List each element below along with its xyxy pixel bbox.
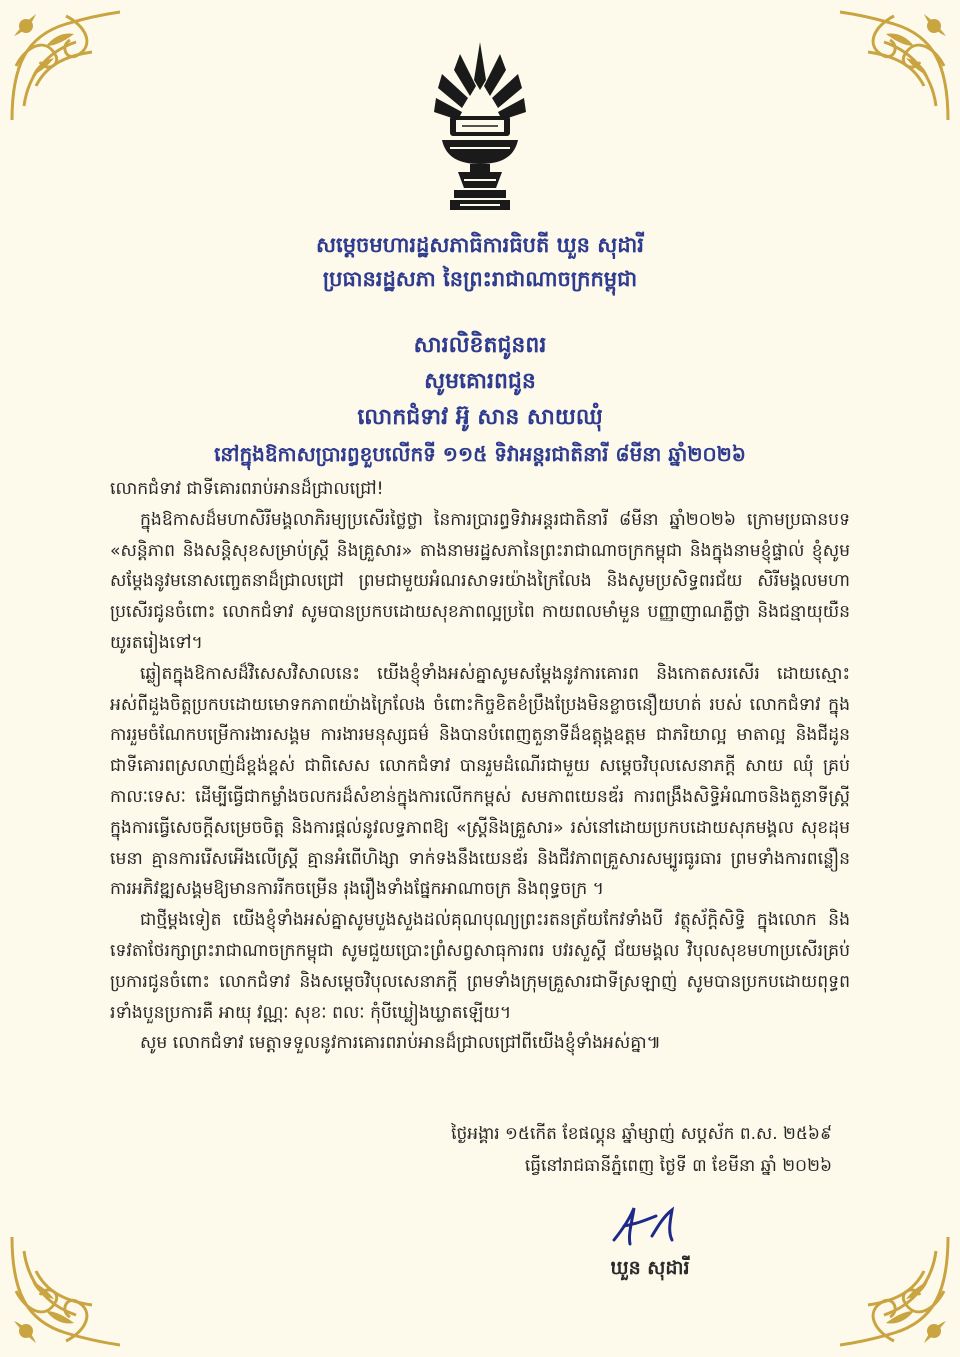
issuer-header [160, 228, 800, 296]
date-block [300, 1118, 860, 1182]
issuer-position: ប្រធានរដ្ឋសភា នៃព្រះរាជាណាចក្រកម្ពុជា [322, 267, 638, 291]
paragraph-4: សូម លោកជំទាវ មេត្តាទទួលនូវការគោរពរាប់អានដ៏ជ្រាលជ្រៅពីយើងខ្ញុំទាំងអស់គ្នា៕ [140, 1033, 661, 1054]
corner-ornament-top-left [6, 6, 126, 126]
lunar-date: ថ្ងៃអង្គារ ១៥កើត ខែផល្គុន ឆ្នាំម្សាញ់ សប្តស័ក ព.ស. ២៥៦៩ [451, 1124, 832, 1144]
paragraph-1: ក្នុងឱកាសដ៏មហាសិរីមង្គលាភិរម្យប្រសើរថ្លៃថ្លា នៃការប្រារព្ធទិវាអន្តរជាតិនារី ៨មីនា ឆ្នាំ២០២៦ ក្រោមប្រធានបទ «សន្តិភាព និងសន្តិសុខសម្រាប់ស្ត្រី និងគ្រួសារ» តាងនាមរដ្ឋសភានៃព្រះរាជាណាចក្រកម្ពុជា និងក្នុងនាមខ្ញុំផ្ទាល់ ខ្ញុំសូមសម្តែងនូវមនោសញ្ចេតនាដ៏ជ្រាលជ្រៅ ព្រមជាមួយអំណរសាទរយ៉ាងក្រៃលែង និងសូមប្រសិទ្ធពរជ័យ សិរីមង្គលមហាប្រសើរជូនចំពោះ លោកជំទាវ សូមបានប្រកបដោយសុខភាពល្អប្រពៃ កាយពលមាំមួន បញ្ញាញាណភ្លឺថ្លា និងជន្មាយុយឺនយូរតរៀងទៅ។ [110, 509, 850, 653]
letter-titles [100, 328, 860, 472]
corner-ornament-top-right [834, 6, 954, 126]
signer-name: ឃួន សុដារី [610, 1257, 690, 1279]
issuer-title: សម្តេចមហារដ្ឋសភាធិការធិបតី ឃួន សុដារី [316, 233, 644, 257]
addressed-to-line: សូមគោរពជូន [424, 369, 536, 394]
handwritten-signature [606, 1200, 686, 1248]
recipient-name: លោកជំទាវ អ៊ូ សាន សាយឈុំ [357, 405, 603, 430]
greeting: លោកជំទាវ ជាទីគោរពរាប់អានដ៏ជ្រាលជ្រៅ! [110, 479, 384, 499]
occasion-line: នៅក្នុងឱកាសប្រារព្ធខួបលើកទី ១១៥ ទិវាអន្តរជាតិនារី ៨មីនា ឆ្នាំ២០២៦ [214, 442, 746, 466]
corner-ornament-bottom-left [6, 1231, 126, 1351]
letter-type-title: សារលិខិតជូនពរ [413, 333, 547, 358]
letter-body [110, 474, 850, 1059]
corner-ornament-bottom-right [834, 1231, 954, 1351]
paragraph-3: ជាថ្មីម្តងទៀត យើងខ្ញុំទាំងអស់គ្នាសូមបួងសួងដល់គុណបុណ្យព្រះរតនត្រ័យកែវទាំងបី វត្ថុស័ក្តិសិទ្ធិ ក្នុងលោក និងទេវតាថែរក្សាព្រះរាជាណាចក្រកម្ពុជា សូមជួយប្រោះព្រំសព្វសាធុការពរ បវរសួស្តី ជ័យមង្គល វិបុលសុខមហាប្រសើរគ្រប់ប្រការជូនចំពោះ លោកជំទាវ និងសម្តេចវិបុលសេនាភក្តី ព្រមទាំងក្រុមគ្រួសារជាទីស្រឡាញ់ សូមបានប្រកបដោយពុទ្ធពរទាំងបួនប្រការគឺ អាយុ វណ្ណៈ សុខៈ ពលៈ កុំបីឃ្លៀងឃ្លាតឡើយ។ [110, 910, 850, 1023]
national-assembly-emblem [430, 40, 530, 216]
paragraph-2: ឆ្លៀតក្នុងឱកាសដ៏វិសេសវិសាលនេះ យើងខ្ញុំទាំងអស់គ្នាសូមសម្តែងនូវការគោរព និងកោតសរសើរ ដោយស្មោះអស់ពីដួងចិត្តប្រកបដោយមោទកភាពយ៉ាងក្រៃលែង ចំពោះកិច្ចខិតខំប្រឹងប្រែងមិនខ្លាចនឿយហត់ របស់ លោកជំទាវ ក្នុងការរួមចំណែកបម្រើការងារសង្គម ការងារមនុស្សធម៌ និងបានបំពេញតួនាទីដ៏ឧត្តុង្គឧត្តម ជាភរិយាល្អ មាតាល្អ និងជីដូនជាទីគោរពស្រលាញ់ដ៏ខ្ពង់ខ្ពស់ ជាពិសេស លោកជំទាវ បានរួមដំណើរជាមួយ សម្តេចវិបុលសេនាភក្តី សាយ ឈុំ គ្រប់កាលៈទេសៈ ដើម្បីធ្វើជាកម្លាំងចលករដ៏សំខាន់ក្នុងការលើកកម្ពស់ សមភាពយេនឌ័រ ការពង្រឹងសិទ្ធិអំណាចនិងតួនាទីស្ត្រីក្នុងការធ្វើសេចក្តីសម្រេចចិត្ត និងការផ្តល់នូវលទ្ធភាពឱ្យ «ស្ត្រីនិងគ្រួសារ» រស់នៅដោយប្រកបដោយសុភមង្គល សុខដុមមេនា គ្មានការរើសអើងលើស្ត្រី គ្មានអំពើហិង្សា ទាក់ទងនឹងយេនឌ័រ និងជីវភាពគ្រួសារសម្បូរធូរធារ ព្រមទាំងការពន្លឿនការអភិវឌ្ឍសង្គមឱ្យមានការរីកចម្រើន រុងរឿងទាំងផ្នែកអាណាចក្រ និងពុទ្ធចក្រ ។ [110, 663, 850, 900]
place-date: ធ្វើនៅរាជធានីភ្នំពេញ ថ្ងៃទី ៣ ខែមីនា ឆ្នាំ ២០២៦ [524, 1156, 832, 1176]
